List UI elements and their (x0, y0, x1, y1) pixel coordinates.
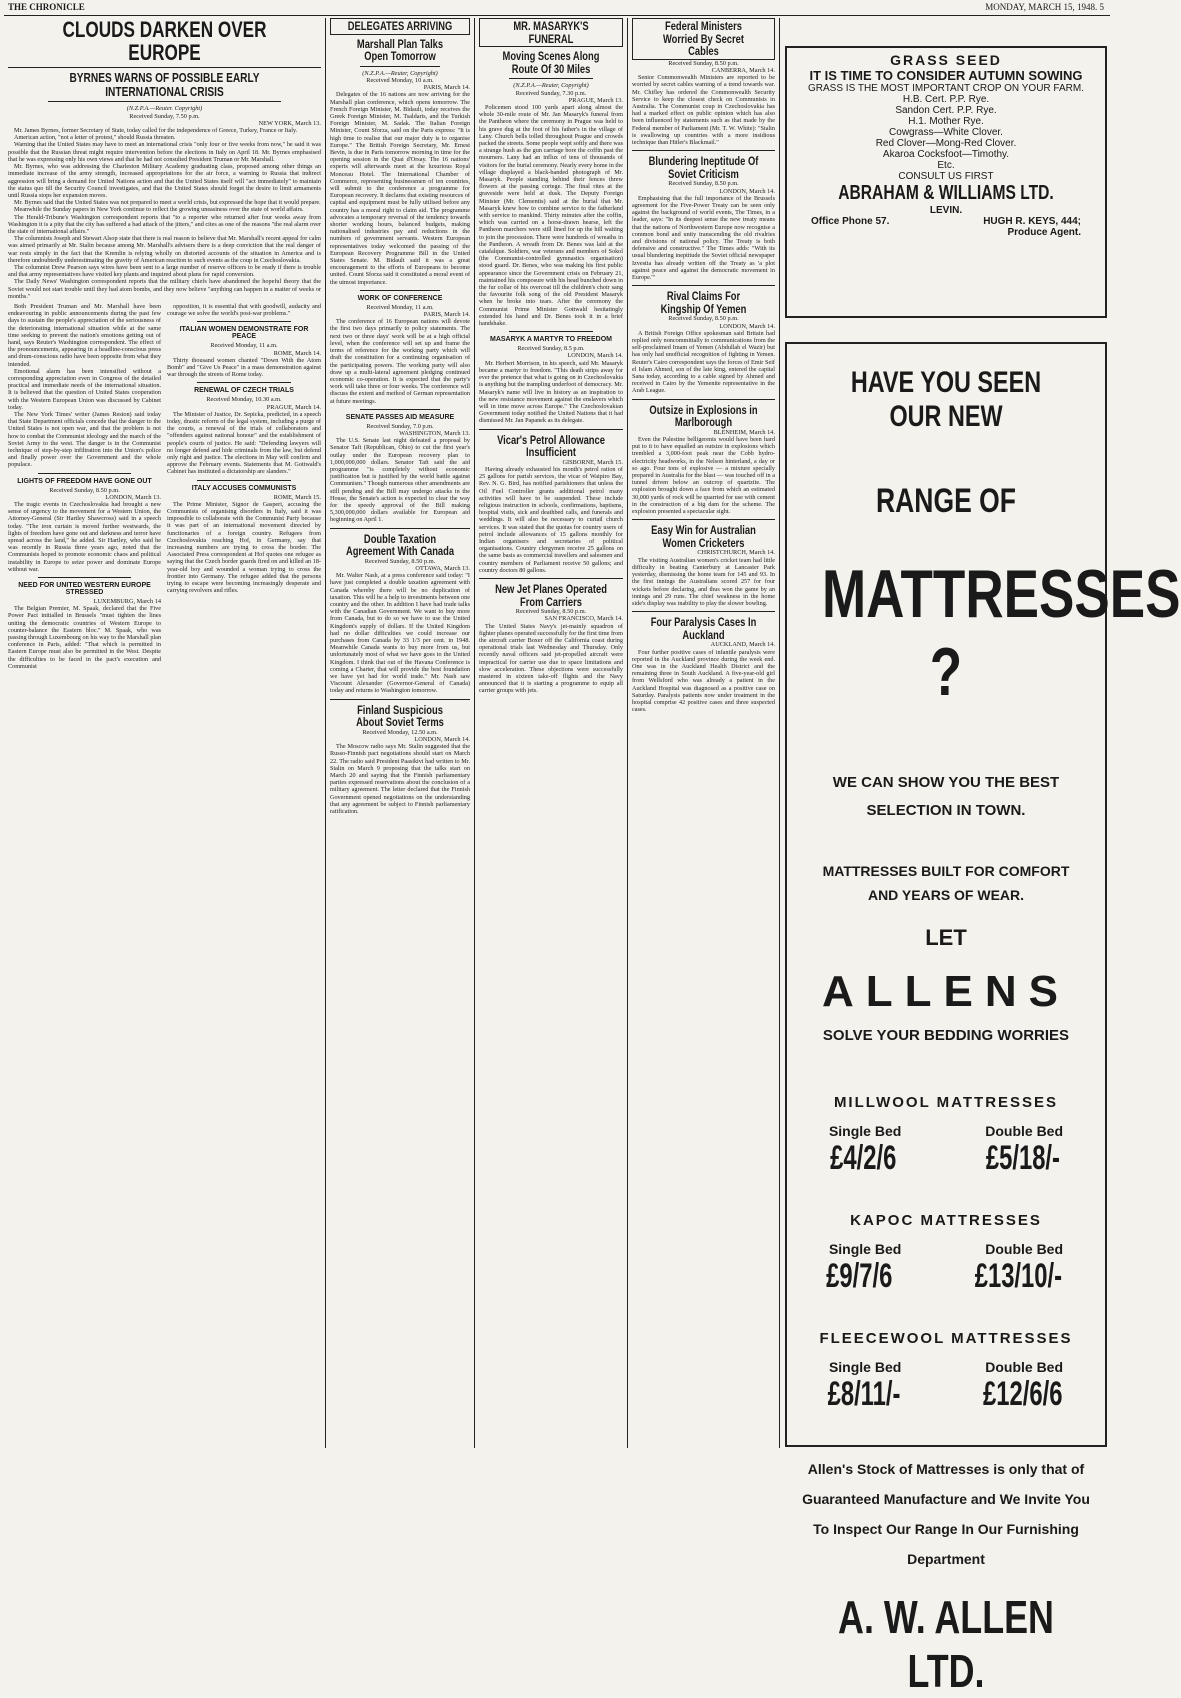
paragraph: A British Foreign Office spokesman said Britain had replied only noncommittally to communications from the self-proclaimed Imam of Yemen (Abdullah el Wazir) but has only had unofficial recognition of fighting in Yemen. Reuter's Cairo correspondent says the forces of Emir Seif el Islam Ahmed, son of the late king, entered the capital Sana today, according to a cable signed by Ahmed and received in Cairo by the Yemenite representative in the Arab League. (632, 329, 775, 395)
paragraph: opposition, it is essential that with goodwill, audacity and courage we solve the world's post-war problems." (167, 302, 321, 318)
ad-agent-title: Produce Agent. (1007, 227, 1081, 238)
paragraph: Having already exhausted his month's petrol ration of 25 gallons for parish services, the vicar of Waipiro Bay, Rev. N. G. Bird, has notified parishioners that unless the Oil Fuel Controller grants additional petrol many activities will have to be suspended. These include religious instruction in schools, confirmations, baptisms, hospital visits, sick and deathbed calls, and funerals and weddings. It will also be necessary to curtail church services. It was stated that the quotas for country users of petrol include allowances of 15 gallons monthly for Indian organisers and secretaries of political organisations. Country clergymen receive 25 gallons on the same basis as commercial travellers and salesmen and country members of Parliament receive 50 gallons; and country doctors 80 gallons. (479, 465, 623, 574)
paragraph: The United States Navy's jet-mainly squadron of fighter planes operated successfully for the first time from the aircraft carrier Boxer off the California coast during operational trials last Wednesday and Thursday. Only recently naval officers said jet-propelled aircraft were impractical for carrier use due to space limitations and slow acceleration. These objections were successfully mastered in sixteen take-off flights and the Navy announced that it is starting a programme to equip all carrier groups with jets. (479, 622, 623, 695)
column-1b (167, 303, 321, 670)
ad-line: GRASS IS THE MOST IMPORTANT CROP ON YOUR FARM. (808, 83, 1084, 94)
ad-line: H.B. Cert. P.P. Rye. (902, 94, 990, 105)
paper-name: THE CHRONICLE (8, 2, 85, 12)
headline-clouds: CLOUDS DARKEN OVER EUROPE (62, 17, 267, 66)
double-label: Double Bed (985, 1359, 1064, 1375)
column-1a (8, 303, 161, 670)
dateline: PRAGUE, March 13. (568, 96, 623, 104)
column-3 (479, 18, 623, 1448)
received: Received Monday, 11 a.m. (210, 342, 278, 350)
headline-blundering: Blundering Ineptitude Of Soviet Criticism (648, 154, 759, 181)
paragraph: Four further positive cases of infantile paralysis were reported in the Auckland province during the week end. One was in the Auckland Health District and the remaining three in South Auckland. A five-year-old girl from Wellsford who was already a patient in the Auckland Hospital was diagnosed as a positive case on Saturday. Paralysis patients now under treatment in the hospital comprise 42 positive cases and three suspected cases. (632, 648, 775, 714)
paragraph: The Minister of Justice, Dr. Sepicka, predicted, in a speech today, drastic reform of the legal system, including a purge of the courts, a renewal of the trials of collaborators and "offenders against national honour" and the establishment of people's courts of justice. He said: "Defending lawyers will no longer defend and hide criminals from the law, but defend only right and justice. The elections in May will confirm and approve the February events. Statements that M. Gottwald's Cabinet has instituted a dictatorship are slanders." (167, 410, 321, 476)
headline-jet-planes: New Jet Planes Operated From Carriers (495, 581, 607, 609)
paragraph: Mr. Herbert Morrison, in his speech, said Mr. Masaryk became a martyr to freedom. "This death strips away for ever the pretence that what is going on in Czechoslovakia is anything but the trampling underfoot of democracy. Mr. Masaryk's name will live in history as an inspiration to the new resistance movement against the enslavers which will in time move across Europe." The Czechoslovakian Government today notified the United Nations that it had dismissed Mr. Jan Papanek as its delegate. (479, 359, 623, 425)
headline-senate: SENATE PASSES AID MEASURE (345, 413, 455, 421)
column-rule (474, 18, 475, 1448)
paragraph: The tragic events in Czechoslovakia had brought a new sense of urgency to the movement for a Western Union, the Attorney-General (Sir Hartley Shawcross) said in a speech today. "The iron curtain is moved further westwards, the lights of freedom have gone out and darkness and terror have spread across the land," he added. Sir Hartley, who said he was recently in Russia three years ago, noted that the Communists hoped to promote economic chaos and political instability in Europe to seize power and dominate Europe without war. (8, 501, 161, 573)
headline-outsize: Outsize in Explosions in Marlborough (649, 402, 758, 430)
dateline: PRAGUE, March 14. (266, 403, 321, 411)
paragraph: The columnists Joseph and Stewart Alsop state that there is real reason to believe that Mr. Marshall's recent appeal for calm was aimed primarily at Mr. Stalin because among Mr. Marshall's advisers there is a deep conviction that the real danger of war rests simply in the fact that the Kremlin is relying wholly on distorted accounts of the situation in America and is therefore undoubtedly underestimating the gravity of American reaction to such events as the coup in Czechoslovakia. (8, 235, 321, 264)
credit: (N.Z.P.A.—Reuter, Copyright) (362, 69, 438, 77)
ad-grass-seed (785, 46, 1107, 318)
date-page: MONDAY, MARCH 15, 1948. 5 (985, 2, 1104, 12)
dateline: ROME, March 14. (273, 349, 321, 357)
single-price: £9/7/6 (825, 1257, 893, 1295)
headline-italy-accuses: ITALY ACCUSES COMMUNISTS (191, 484, 297, 492)
dateline: GISBORNE, March 15. (562, 458, 623, 466)
paragraph: The Prime Minister, Signor de Gasperi, accusing the Communists of organising disorders in Italy, said it was impossible to collaborate with the Communist Party because it was part of an international movement directed by functionaries of a foreign country. Refugees from Czechoslovakia reaching Hof, in Germany, say that increasing numbers are trying to cross the border. The Associated Press correspondent at Hof quotes one refugee as saying that the Czech border guards fired on and killed an 18-year-old boy and wounded a woman trying to cross the frontier into Germany. The refugee added that the persons trying to escape were becoming increasingly desperate and carrying revolvers and rifles. (167, 500, 321, 595)
headline-yemen: Rival Claims For Kingship Of Yemen (660, 289, 747, 316)
ad-firm: ABRAHAM & WILLIAMS LTD. (838, 182, 1054, 204)
headline-lights: LIGHTS OF FREEDOM HAVE GONE OUT (17, 477, 152, 485)
ad-headline-mattresses: MATTRESSES ? (821, 556, 1181, 710)
paragraph: The Belgian Premier, M. Spaak, declared that the Five Power Pact initialled in Brussels "must tighten the lines uniting the democratic countries of Western Europe to counter-balance the Eastern bloc." M. Spaak, who was passing through Luxembourg on his way to the Marshall plan conference in Paris, added: "That which is permitted in Eastern Europe must also be permitted in the West. Despite the difficulties to be faced in the pact's execution and Communist (8, 605, 161, 670)
headline-italian-women: ITALIAN WOMEN DEMONSTRATE FOR PEACE (179, 326, 309, 341)
headline-work-conference: WORK OF CONFERENCE (357, 294, 443, 302)
received: Received Sunday, 8.50 p.m. (668, 315, 739, 323)
subhead-byrnes: BYRNES WARNS OF POSSIBLE EARLY INTERNATIONAL CRISIS (69, 70, 260, 99)
credit: (N.Z.P.A.—Reuter. Copyright) (126, 105, 203, 113)
paragraph: Emphasising that the full importance of the Brussels agreement for the Five-Power Treaty can be seen only against the background of world events, The Times, in a leader, says: "In its deepest sense the new treaty means that the nations of Northwestern Europe now recognise a common bond and unity transcending the old rivalries and divisions of national policy. The Treaty is both defensive and constructive." The Times adds: "With its usual blundering ineptitude the Soviet official newspaper Izvestia has already written off the Treaty as 'a plot against peace and against the democratic movement in Europe.'" (632, 194, 775, 282)
credit: (N.Z.P.A.—Reuter, Copyright) (513, 82, 589, 90)
double-label: Double Bed (985, 1241, 1064, 1257)
dateline: ROME, March 15. (273, 493, 321, 501)
ad-town: LEVIN. (929, 205, 963, 216)
single-price: £4/2/6 (830, 1139, 897, 1177)
received: Received Sunday, 7.0 p.m. (366, 422, 434, 430)
headline-federal: Federal Ministers Worried By Secret Cables (632, 18, 775, 60)
headline-vicar: Vicar's Petrol Allowance Insufficient (497, 432, 605, 460)
masthead (6, 2, 1106, 16)
single-label: Single Bed (828, 1241, 902, 1257)
paragraph: The New York Times' writer (James Reston) said today that State Department officials concede that the danger to the United States is not open war, and that the problem is not how to combat the Communist ideology and the march of the Soviet Army to the west. The danger is in the Communist technique of step-by-step infiltration into the Union's police and finally power over the Government and the whole populace. (8, 411, 161, 469)
dateline: PARIS, March 14. (423, 84, 470, 92)
product-name: FLEECEWOOL MATTRESSES (819, 1330, 1073, 1347)
received: Received Sunday, 8.50 p.m. (49, 486, 120, 494)
dateline: LUXEMBURG, March 14 (93, 598, 161, 606)
received: Received Sunday, 7.30 p.m. (515, 89, 587, 97)
ad-agent: HUGH R. KEYS, 444; (983, 216, 1081, 227)
ad-line: SOLVE YOUR BEDDING WORRIES (822, 1027, 1070, 1044)
paragraph: Emotional alarm has been intensified without a corresponding appreciation even in Congress of the detailed practical and immediate needs of the international situation. It is believed that the question of United States cooperation with the Western European Union was discussed by Cabinet today. (8, 367, 161, 411)
received: Received Sunday, 8.50 p.m. (364, 557, 436, 565)
dateline: BLENHEIM, March 14. (713, 428, 775, 436)
paragraph: Mr. Walter Nash, at a press conference said today: "I have just completed a double taxation agreement with Canada whereby there will be no duplication of taxation. This will be a help to investments between one country and the other. In addition I have had trade talks with the Canadian Government. We want to buy more from Canada, but to do so we have to use the United Kingdom's supply of dollars. If the United Kingdom had no dollar difficulties we could increase our purchases from Canada by 33 1/3 per cent. in 1948. Meanwhile Canada wants to buy more from us, but unfortunately most of what we have goes to the United Kingdom. I think that out of the Havana Conference is coming a Charter, that will provide the best foundation we have yet had for world trade." Mr. Nash saw Viscount Alexander (Governor-General of Canada) today and returns to Washington tomorrow. (330, 572, 470, 695)
paragraph: The conference of 16 European nations will devote the first two days primarily to policy statements. The next two or three days' work will be at a high official level, when the conference will set up and frame the terms of reference for the working party which will draft the constitution for a continuing organisation of the participating powers. The working party will also draw up a multi-lateral agreement pledging continued economic co-operation. It is expected that the party's work will take three or four weeks. The conference will discuss the extent and method of German representation at future meetings. (330, 318, 470, 405)
headline-cricketers: Easy Win for Australian Women Cricketers (651, 523, 756, 550)
paragraph: Warning that the United States may have to meet an international crisis "only four or five weeks from now," he said it was possible that the Russian threat might require intervention before the elections in Italy on April 18. Mr. Byrnes emphasised that he was expressing only his own views and that he had not consulted President Truman or Mr. Marshall. (8, 141, 321, 163)
ad-footer-text: Allen's Stock of Mattresses is only that of Guaranteed Manufacture and We Invite You To Inspect Our Range In Our Furnishing Department (802, 1461, 1090, 1567)
dateline: LONDON, March 14. (719, 322, 775, 330)
dateline: LONDON, March 14. (414, 736, 470, 743)
paragraph: Meanwhile the Sunday papers in New York continue to reflect the growing uneasiness over the state of world affairs. (14, 206, 304, 214)
paragraph: The visiting Australian women's cricket team had little difficulty in beating Canterbury at Lancaster Park yesterday, dismissing the home team for 145 and 93. In the first innings the Australians scored 257 for four wickets before declaring, and thus won the game by an innings and 29 runs. The chief weakness in the home side's display was inability to play the slower bowling. (632, 556, 775, 607)
paragraph: Mr. Byrnes, who was addressing the Charleston Military Academy graduating class, proposed among other things an immediate increase of the army strength, increased appropriations for the air force, a warning to Russia that indirect aggression will bring a demand for United Nations action and that the United States itself will "act immediately" to maintain the status quo till the Security Council investigates, and that the United States should forget the desire to limit armaments until Russia stops her expansion moves. (8, 163, 321, 199)
received: Received Sunday, 8.50 p.m. (668, 180, 739, 188)
paragraph: Both President Truman and Mr. Marshall have been endeavouring in public announcements during the past few days to sustain the people's appreciation of the seriousness of the deteriorating international situation while at the same time seeking to prevent the nation's emotions getting out of hand, says Reuter's Washington correspondent. The effect of the pronouncements, appearing in a headline-conscious press and drum-conscious radio have been opposite from what they intended. (8, 302, 161, 368)
ad-title: GRASS SEED (890, 52, 1002, 68)
product-name: KAPOC MATTRESSES (850, 1212, 1042, 1229)
masthead-rule (4, 15, 1110, 16)
double-label: Double Bed (985, 1123, 1064, 1139)
received: Received Sunday, 8.5 p.m. (517, 345, 585, 353)
ad-line: LET (925, 925, 967, 950)
headline-need: NEED FOR UNITED WESTERN EUROPE STRESSED (18, 582, 151, 597)
ad-allens (785, 342, 1181, 1697)
dateline: OTTAWA, March 13. (415, 564, 470, 572)
received: Received Monday, 12.50 a.m. (362, 728, 438, 736)
double-price: £12/6/6 (983, 1375, 1063, 1413)
paragraph: Even the Palestine belligerents would have been hard put to it to have equalled an outsize in explosions which trembled a 3,000-foot peak near the Cobb hydro-electricity headworks, in the Nelson hinterland, a day or so ago. Four tons of explosive — a mixture specially prepared in Australia for the blast — was touched off in a tunnel driven below an outcrop of quartzite. The explosion brought down a face from which an estimated 30,000 yards of rock will be quarried for use with cement in the construction of a big dam for the scheme. The explosion presented a spectacular sight. (632, 436, 775, 516)
dateline: NEW YORK, March 13. (258, 119, 321, 127)
headline-moving-scenes: Moving Scenes Along Route Of 30 Miles (502, 49, 600, 76)
received: Received Monday, 10.30 a.m. (206, 396, 282, 404)
received: Received Monday, 10 a.m. (366, 76, 434, 84)
column-rule (779, 18, 780, 1448)
ad-line: WE CAN SHOW YOU THE BEST SELECTION IN TOWN. (832, 774, 1060, 819)
paragraph: American action, "not a letter of protest," should Russia threaten. (14, 134, 176, 142)
kicker-masaryk: MR. MASARYK'S FUNERAL (479, 18, 623, 47)
byrnes-story (8, 127, 321, 300)
ad-line: CONSULT US FIRST (898, 171, 994, 182)
column-2 (330, 18, 470, 1448)
headline-czech-trials: RENEWAL OF CZECH TRIALS (194, 387, 294, 395)
ad-line: IT IS TIME TO CONSIDER AUTUMN SOWING (809, 68, 1083, 83)
paragraph: Mr. Byrnes said that the United States was not prepared to meet a world crisis, but expressed the hope that it would prepare. (14, 199, 321, 207)
dateline: SAN FRANCISCO, March 14. (544, 615, 623, 623)
headline-paralysis: Four Paralysis Cases In Auckland (650, 615, 757, 642)
ad-line: Cowgrass—White Clover. (889, 127, 1003, 138)
received: Received Monday, 11 a.m. (366, 303, 434, 311)
paragraph: The U.S. Senate last night defeated a proposal by Senator Taft (Republican, Ohio) to cut the first year's outlay under the European recovery plan to 1,000,000,000 dollars. Senator Taft said the aid programme "is completely without economic justification but is justified by the world battle against Communism." Though numerous other amendments are still pending and the Bill may undergo attacks in the House, the Senate's action is expected to clear the way for the speedy approval of the Bill making 5,300,000,000 dollars available for European aid beginning on April 1. (330, 437, 470, 524)
paragraph: Delegates of the 16 nations are now arriving for the Marshall plan conference, which opens tomorrow. The French Foreign Minister, M. Bidault, today receives the Greek Foreign Minister, M. Tsaldaris, and the Turkish Foreign Minister, M. Sadak. The Italian Foreign Minister, Count Sforza, said on the Paris express: "It is high time to realise that our major duty is to organise Europe." The British Foreign Secretary, Mr. Ernest Bevin, is due in Paris tomorrow morning in time for the opening session in the Quai d'Orsay. The 16 nations' experts will afterwards meet at the luxurious Royal Monceau Hotel. The International Chamber of Commerce, representing businessmen of ten countries, will submit to the conference a programme for European recovery. It declares that existing resources of capital and equipment must be fully utilised before any country has a moral right to claim aid. The programme advocates a temporary reversal of the tendency towards shorter working hours, balanced budgets, making nationalised industries pay and reductions in the numbers of government servants. Western European representatives today welcomed the passing of the European Recovery Programme Bill in the United States Senate. M. Bidault said it was a great encouragement to the efforts of Europeans to become united. Count Sforza said it constituted a moral event of the utmost importance. (330, 91, 470, 286)
ad-line: Red Clover—Mong-Red Clover. (875, 138, 1017, 149)
headline-finland: Finland Suspicious About Soviet Terms (356, 702, 444, 730)
ad-phone: Office Phone 57. (811, 216, 890, 227)
paragraph: Mr. James Byrnes, former Secretary of State, today called for the independence of Greece, Turkey, France or Italy. (14, 127, 298, 135)
paragraph: The columnist Drew Pearson says wires have been sent to a large number of reserve officers to be ready if there is trouble and that army representatives have visited key plants and inquired about plans for rapid conversion. (8, 263, 321, 279)
dateline: PARIS, March 14. (423, 311, 470, 319)
dateline: CHRISTCHURCH, March 14. (697, 549, 775, 557)
ad-line: H.1. Mother Rye. (908, 116, 984, 127)
dateline: AUCKLAND, March 14. (710, 641, 775, 649)
column-1 (8, 18, 321, 1448)
received: Received Sunday, 8.50 p.m. (668, 59, 739, 67)
dateline: LONDON, March 14. (719, 187, 775, 195)
column-4 (632, 18, 775, 1448)
ad-firm: A. W. ALLEN LTD. (838, 1591, 1054, 1697)
ad-line: Etc. (937, 160, 955, 171)
column-rule (325, 18, 326, 1448)
dateline: LONDON, March 14. (567, 352, 623, 360)
paragraph: Senior Commonwealth Ministers are reported to be worried by secret cables warning of a trend towards war. Mr. Chifley has ordered the Commonwealth Security Service to keep the closest check on Communists in Australia. The Communist coup in Czechoslovakia has had a marked effect on public opinion which has also been influenced by statements such as that made by the Federal member of Parliament (Mr. T. W. White): "Stalin is swallowing up countries with a more insidious technique than Hitler's Blackmail." (632, 74, 775, 147)
dateline: WASHINGTON, March 13. (399, 429, 470, 437)
column-rule (627, 18, 628, 1448)
headline-martyr: MASARYK A MARTYR TO FREEDOM (490, 336, 612, 344)
ad-line: Sandon Cert. P.P. Rye. (895, 105, 997, 116)
kicker-delegates: DELEGATES ARRIVING (330, 18, 470, 35)
product-millwool (787, 1094, 1105, 1178)
paragraph: Policemen stood 100 yards apart along almost the whole 30-mile route of Mr. Jan Masaryk's funeral from the Pantheon where the ceremony in Prague was held to his grave dug at the foot of his father's in the village of Lany. Church bells tolled throughout Prague and crowds packed the streets. Some people wept softly and there was a strange hush as the gun carriage bore the coffin past the mourners. Lany had an influx of tens of thousands of visitors for the burial ceremony. Nearly every home in the village displayed a black-banded photograph of Mr. Masaryk. People standing behind their fences threw flowers at the passing cortege. The final rites at the graveside were held at dusk. The Deputy Foreign Minister (Mr. Clementis) said at the burial that Mr. Masaryk knew how to combine service to the fatherland with service to mankind. Thirty minutes after the coffin, which was carried on a horse-drawn hearse, left the Pantheon marchers were still lined for up the hill waiting to join the procession. There were hundreds of wreaths in the Pantheon. A wreath from Dr. Benes was laid at the catafalque. Soldiers, war veterans and members of Sokol (the Communist-controlled gymnastics organisation) stood guard. Dr. Benes, who was making his first public appearance since the Government crisis on February 21, maintained his composure with his head bunched down in the fur collar of his overcoat till the children's choir sang the favourite folk song of the old President Masaryk when he broke into tears. After the ceremony the Communist Prime Minister Gottwald hesitatingly extended his hand and Dr. Benes took it in a brief handshake. (479, 103, 623, 328)
paragraph: The Moscow radio says Mr. Stalin suggested that the Russo-Finnish pact negotiations should start on March 22. The radio said President Paasikivi had written to Mr. Stalin on March 9 proposing that the talks start on March 20 and saying that the Finnish parliamentary parties expressed reservations about the conclusion of a military agreement. The letter declared that the Finnish Government opened negotiations on the understanding that any agreement be subject to Finnish parliamentary ratification. (330, 743, 470, 816)
double-price: £5/18/- (985, 1139, 1060, 1177)
dateline: LONDON, March 13. (105, 493, 161, 501)
single-price: £8/11/- (827, 1375, 901, 1413)
ad-line: Akaroa Cocksfoot—Timothy. (882, 149, 1010, 160)
received: Received Sunday, 8.50 p.m. (515, 608, 587, 616)
ad-line: MATTRESSES BUILT FOR COMFORT AND YEARS OF WEAR. (822, 863, 1070, 903)
headline-double-taxation: Double Taxation Agreement With Canada (345, 531, 455, 559)
ad-line: HAVE YOU SEEN OUR NEW (850, 366, 1042, 433)
paragraph: Thirty thousand women chanted "Down With the Atom Bomb" and "Give Us Peace" in a mass demonstration against war through the streets of Rome today. (167, 356, 321, 379)
ad-line: RANGE OF (876, 482, 1016, 520)
double-price: £13/10/- (974, 1257, 1062, 1295)
single-label: Single Bed (828, 1123, 902, 1139)
product-name: MILLWOOL MATTRESSES (833, 1094, 1059, 1111)
paragraph: The Daily News' Washington correspondent reports that the military chiefs have abandoned the hopeful theory that the Soviet would not start trouble until they had atom bombs, and they now believe "anything can happen in a matter of weeks or months." (8, 278, 321, 300)
dateline: CANBERRA, March 14. (711, 66, 775, 74)
received: Received Sunday, 7.50 p.m. (129, 112, 200, 120)
paragraph: The Herald-Tribune's Washington correspondent reports that "to a reporter who returned after four weeks away from Washington it is a pity that the city has suffered a bad attack of the jitters," and cites as one of the reasons "the real alarm over the state of international affairs." (8, 213, 321, 235)
headline-marshall: Marshall Plan Talks Open Tomorrow (356, 36, 444, 64)
ad-allens-name: ALLENS (822, 967, 1070, 1016)
single-label: Single Bed (828, 1359, 902, 1375)
product-kapoc (787, 1212, 1105, 1296)
product-fleecewool (787, 1330, 1105, 1414)
